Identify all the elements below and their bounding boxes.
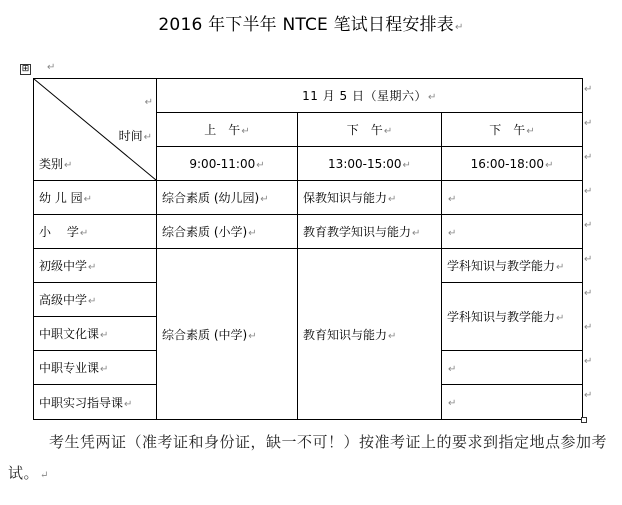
- cell-junior-s3[interactable]: 学科知识与教学能力↵: [442, 249, 583, 283]
- cell-vocational-practice-s3[interactable]: ↵: [442, 385, 583, 420]
- row-end-mark-icon: ↵: [584, 220, 593, 231]
- cell-primary-s1[interactable]: 综合素质 (小学)↵: [157, 215, 298, 249]
- table-row: [34, 249, 583, 283]
- table-row: [34, 79, 583, 113]
- header-corner-cell[interactable]: [34, 79, 157, 181]
- exam-schedule-table[interactable]: [33, 78, 583, 420]
- table-row: [34, 181, 583, 215]
- session-label-2[interactable]: 下 午↵: [298, 113, 442, 147]
- category-junior-middle[interactable]: 初级中学↵: [34, 249, 157, 283]
- date-header-cell[interactable]: 11 月 5 日（星期六）↵: [157, 79, 583, 113]
- exam-note-paragraph[interactable]: [8, 427, 614, 491]
- row-end-mark-icon: ↵: [584, 254, 593, 265]
- session-label-1[interactable]: 上 午↵: [157, 113, 298, 147]
- title-text: 2016 年下半年 NTCE 笔试日程安排表: [158, 15, 454, 35]
- category-vocational-major[interactable]: 中职专业课↵: [34, 351, 157, 385]
- session-time-3[interactable]: 16:00-18:00↵: [442, 147, 583, 181]
- row-end-mark-icon: ↵: [584, 288, 593, 299]
- row-end-mark-icon: ↵: [584, 84, 593, 95]
- category-senior-middle[interactable]: 高级中学↵: [34, 283, 157, 317]
- session-time-1[interactable]: 9:00-11:00↵: [157, 147, 298, 181]
- cell-kindergarten-s1[interactable]: 综合素质 (幼儿园)↵: [157, 181, 298, 215]
- cell-kindergarten-s3[interactable]: ↵: [442, 181, 583, 215]
- corner-time-label: 时间↵: [118, 129, 152, 143]
- row-end-mark-icon: ↵: [584, 118, 593, 129]
- cell-primary-s3[interactable]: ↵: [442, 215, 583, 249]
- paragraph-mark-icon: ↵: [40, 470, 49, 481]
- cell-vocational-major-s3[interactable]: ↵: [442, 351, 583, 385]
- category-kindergarten[interactable]: 幼 儿 园↵: [34, 181, 157, 215]
- row-end-mark-icon: ↵: [584, 390, 593, 401]
- corner-category-label: 类别↵: [39, 157, 73, 171]
- session-label-3[interactable]: 下 午↵: [442, 113, 583, 147]
- row-end-mark-icon: ↵: [584, 356, 593, 367]
- note-text: 考生凭两证（准考证和身份证，缺一不可！）按准考证上的要求到指定地点参加考试。: [8, 433, 608, 482]
- row-end-mark-icon: ↵: [584, 152, 593, 163]
- category-primary[interactable]: 小 学↵: [34, 215, 157, 249]
- cell-senior-vocational-s3[interactable]: 学科知识与教学能力↵: [442, 283, 583, 351]
- row-end-mark-icon: ↵: [584, 322, 593, 333]
- session-time-2[interactable]: 13:00-15:00↵: [298, 147, 442, 181]
- cell-kindergarten-s2[interactable]: 保教知识与能力↵: [298, 181, 442, 215]
- document-title: [0, 10, 622, 35]
- paragraph-mark-icon: ↵: [144, 97, 153, 108]
- cell-primary-s2[interactable]: 教育教学知识与能力↵: [298, 215, 442, 249]
- row-end-mark-icon: ↵: [584, 186, 593, 197]
- paragraph-mark-icon: ↵: [455, 22, 464, 33]
- category-vocational-culture[interactable]: 中职文化课↵: [34, 317, 157, 351]
- cell-secondary-s1[interactable]: 综合素质 (中学)↵: [157, 249, 298, 420]
- category-vocational-practice[interactable]: 中职实习指导课↵: [34, 385, 157, 420]
- paragraph-mark-icon: ↵: [47, 62, 56, 73]
- table-move-handle-icon[interactable]: ⊞: [21, 64, 30, 74]
- cell-secondary-s2[interactable]: 教育知识与能力↵: [298, 249, 442, 420]
- table-resize-handle-icon[interactable]: [581, 417, 587, 423]
- table-row: [34, 215, 583, 249]
